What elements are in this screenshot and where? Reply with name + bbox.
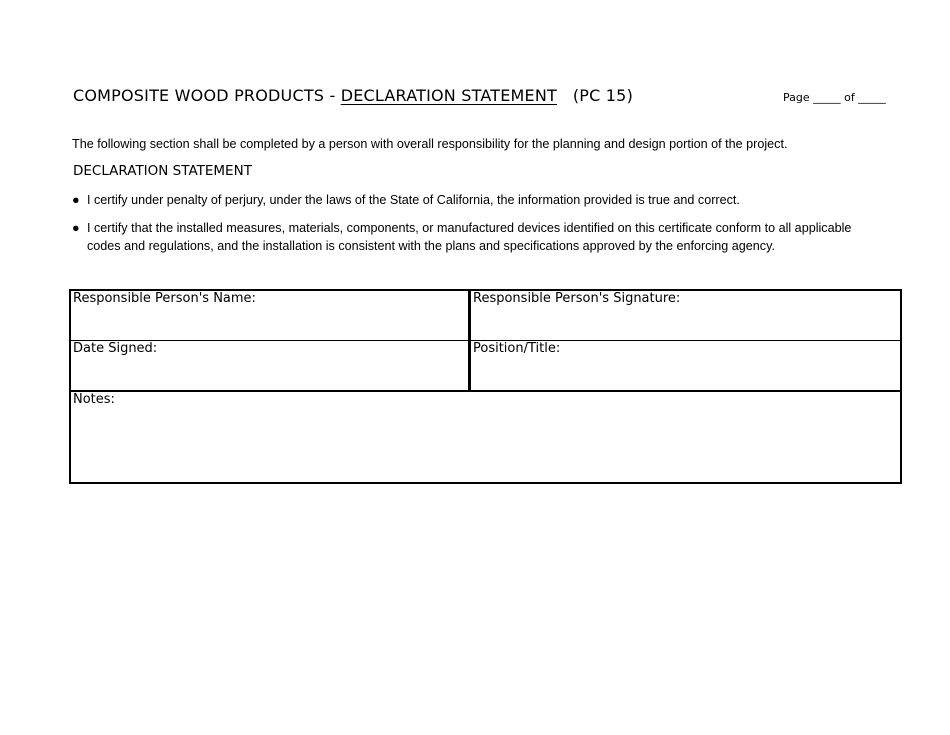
page-title <box>73 86 633 105</box>
intro-text: The following section shall be completed by a person with overall responsibility for the planning and design portion of the project. <box>72 137 788 151</box>
date-signed-field[interactable] <box>70 341 470 392</box>
position-title-label: Position/Title: <box>473 341 561 356</box>
notes-field[interactable] <box>70 391 901 483</box>
signature-field[interactable] <box>470 290 902 341</box>
section-heading: DECLARATION STATEMENT <box>73 163 252 179</box>
notes-label: Notes: <box>73 392 115 407</box>
bullet-text: I certify that the installed measures, materials, components, or manufactured devices identified on this certificate conform to all applicable codes and regulations, and the installation is consistent with the plans and specifications approved by the enforcing agency. <box>87 221 852 253</box>
declaration-form <box>69 289 902 484</box>
bullet-item <box>72 191 852 209</box>
name-field[interactable] <box>70 290 470 341</box>
signature-label: Responsible Person's Signature: <box>473 291 681 306</box>
position-title-field[interactable] <box>470 341 902 392</box>
bullet-item <box>72 219 852 255</box>
bullet-icon: ● <box>72 221 80 235</box>
date-signed-label: Date Signed: <box>73 341 158 356</box>
title-underlined: DECLARATION STATEMENT <box>340 86 557 105</box>
page-number-label: Page _____ of _____ <box>783 91 886 104</box>
title-prefix: COMPOSITE WOOD PRODUCTS - <box>73 86 341 105</box>
name-label: Responsible Person's Name: <box>73 291 256 306</box>
bullet-icon: ● <box>72 193 80 207</box>
bullet-text: I certify under penalty of perjury, under the laws of the State of California, the information provided is true and correct. <box>87 193 740 207</box>
title-suffix: (PC 15) <box>572 86 634 105</box>
